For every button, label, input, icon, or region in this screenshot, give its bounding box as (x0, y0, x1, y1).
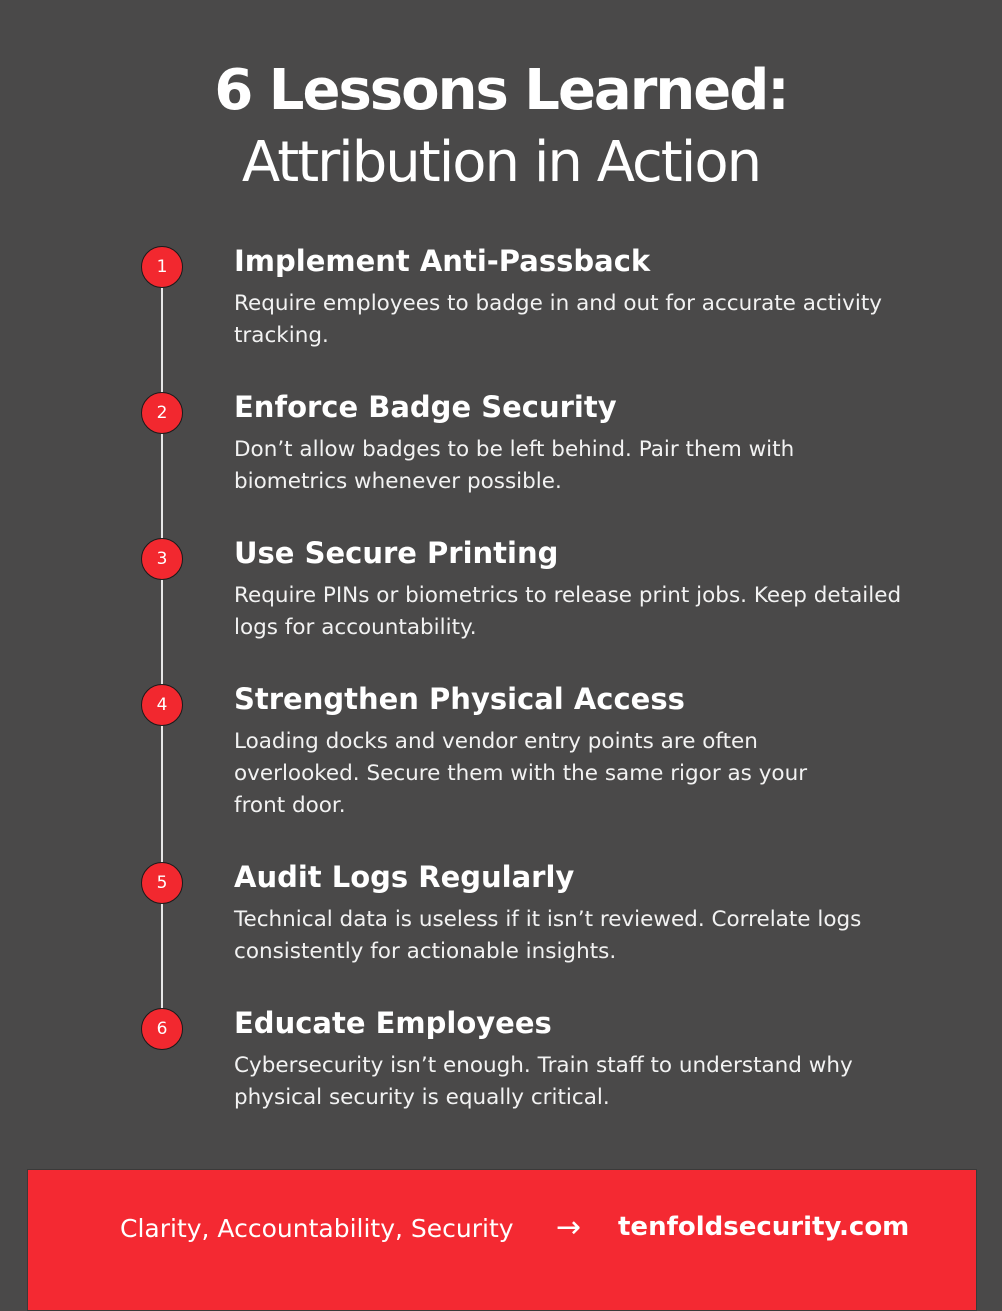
arrow-right-icon: → (556, 1210, 582, 1245)
page-title: 6 Lessons Learned: (214, 58, 788, 123)
step-number-badge: 3 (141, 538, 183, 580)
lesson-description: Loading docks and vendor entry points are often overlooked. Secure them with the same rigor as your front door. (234, 729, 808, 818)
lesson-title: Enforce Badge Security (234, 390, 617, 424)
timeline-line (161, 267, 163, 1029)
lesson-title: Implement Anti-Passback (234, 244, 651, 278)
lesson-description: Don’t allow badges to be left behind. Pair them with biometrics whenever possible. (234, 437, 795, 494)
lesson-title: Use Secure Printing (234, 536, 559, 570)
step-number-badge: 1 (141, 246, 183, 288)
website-link[interactable]: tenfoldsecurity.com (618, 1212, 910, 1242)
page-subtitle: Attribution in Action (241, 130, 761, 195)
step-number-badge: 4 (141, 684, 183, 726)
lesson-title: Educate Employees (234, 1006, 552, 1040)
lesson-title: Strengthen Physical Access (234, 682, 685, 716)
step-number-badge: 5 (141, 862, 183, 904)
lesson-description: Technical data is useless if it isn’t reviewed. Correlate logs consistently for actionable insights. (234, 907, 862, 964)
lesson-title: Audit Logs Regularly (234, 860, 575, 894)
step-number-badge: 2 (141, 392, 183, 434)
lesson-description: Cybersecurity isn’t enough. Train staff to understand why physical security is equally critical. (234, 1053, 853, 1110)
lesson-description: Require employees to badge in and out for accurate activity tracking. (234, 291, 882, 348)
step-number-badge: 6 (141, 1008, 183, 1050)
lesson-description: Require PINs or biometrics to release print jobs. Keep detailed logs for accountability. (234, 583, 902, 640)
footer-tagline: Clarity, Accountability, Security (120, 1214, 514, 1243)
footer-banner (27, 1169, 977, 1311)
